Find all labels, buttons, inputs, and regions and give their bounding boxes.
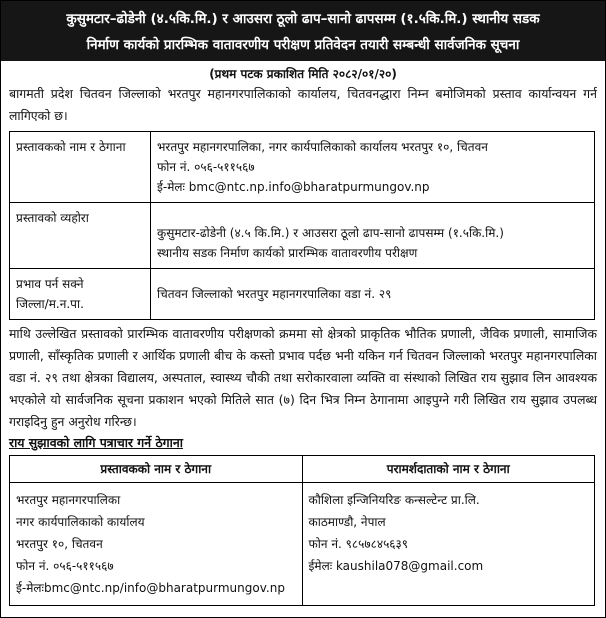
consultant-contact-line: कौशिला इन्जिनियरिङ कन्सल्टेन्ट प्रा.लि. — [308, 493, 480, 507]
consultant-contact-line: काठमाण्डौ, नेपाल — [308, 515, 386, 529]
correspondence-heading-text: राय सुझावको लागि पत्राचार गर्ने ठेगाना — [9, 435, 183, 450]
proponent-contact-line: फोन नं. ०५६-५११५६७ — [16, 559, 114, 573]
publication-date: (प्रथम पटक प्रकाशित मिति २०८२/०१/२०) — [209, 67, 397, 81]
proponent-contact-line: नगर कार्यपालिकाको कार्यालय — [16, 515, 145, 529]
proposal-subject-label: प्रस्तावको व्यहोरा — [10, 203, 151, 269]
proponent-phone: फोन नं. ०५६-५११५६७ — [157, 160, 255, 174]
body-paragraph: माथि उल्लेखित प्रस्तावको प्रारम्भिक वातावरणीय परीक्षणको क्रममा सो क्षेत्रको प्राकृतिक भौतिक प्रणाली, जैविक प्रणाली, सामाजिक प्रणाली, साँस्कृतिक प्रणाली र आर्थिक प्रणाली बीच के कस्तो प्रभाव पर्दछ भनी यकिन गर्न चितवन जिल्लाको भरतपुर महानगरपालिका वडा नं. २९ तथा क्षेत्रका विद्यालय, अस्पताल, स्वास्थ्य चौकी तथा सरोकारवाला व्यक्ति वा संस्थाको लिखित राय सुझाव लिन आवश्यक भएकोले यो सार्वजनिक सूचना प्रकाशन भएको मितिले सात (७) दिन भित्र निम्न ठेगानामा आइपुग्ने गरी लिखित राय सुझाव उपलब्ध गराइदिनु हुन अनुरोध गरिन्छ। — [9, 326, 597, 429]
proponent-contact-email: ई-मेलःbmc@ntc.np/info@bharatpurmungov.np — [16, 581, 285, 595]
proponent-contact — [10, 483, 303, 606]
table-row — [10, 132, 595, 203]
table-row — [10, 203, 595, 269]
proposal-subject-details — [151, 203, 595, 269]
affected-area-label-line-1: प्रभाव पर्न सक्ने — [16, 277, 84, 291]
proponent-contact-line: भरतपुर महानगरपालिका — [16, 493, 121, 507]
consultant-column-header: परामर्शदाताको नाम र ठेगाना — [302, 456, 595, 483]
affected-area-label — [10, 269, 151, 320]
consultant-contact-line: फोन नं. ९८५७८४५६३९ — [308, 537, 409, 551]
affected-area-value: चितवन जिल्लाको भरतपुर महानगरपालिका वडा नं. २९ — [157, 287, 392, 301]
proposal-info-table — [9, 131, 595, 320]
proposal-subject-line-1: कुसुमटार-ढोडेनी (४.५ कि.मि.) र आउसरा ठूलो ढाप-सानो ढापसम्म (१.५कि.मि.) — [157, 226, 504, 240]
intro-paragraph: बागमती प्रदेश चितवन जिल्लाको भरतपुर महानगरपालिकाको कार्यालय, चितवनद्धारा निम्न बमोजिमको प्रस्ताव कार्यान्वयन गर्न लागिएको छ। — [9, 86, 597, 123]
consultant-contact — [302, 483, 595, 606]
table-row — [10, 456, 595, 483]
proponent-address: भरतपुर महानगरपालिका, नगर कार्यपालिकाको कार्यालय भरतपुर १०, चितवन — [157, 140, 488, 154]
affected-area-details — [151, 269, 595, 320]
proponent-label: प्रस्तावकको नाम र ठेगाना — [10, 132, 151, 203]
notice-header — [1, 1, 605, 61]
table-row — [10, 483, 595, 606]
notice-title-line-2: निर्माण कार्यको प्रारम्भिक वातावरणीय परीक्षण प्रतिवेदन तयारी सम्बन्धी सार्वजनिक सूचना — [86, 37, 520, 53]
correspondence-heading — [1, 433, 605, 453]
proposal-subject-line-2: स्थानीय सडक निर्माण कार्यको प्रारम्भिक वातावरणीय परीक्षण — [157, 246, 418, 260]
contacts-table — [9, 455, 595, 606]
proponent-email: ई-मेलः bmc@ntc.np.info@bharatpurmungov.np — [157, 180, 430, 194]
affected-area-label-line-2: जिल्ला/म.न.पा. — [16, 297, 84, 311]
proponent-details — [151, 132, 595, 203]
proponent-column-header: प्रस्तावकको नाम र ठेगाना — [10, 456, 303, 483]
proponent-contact-line: भरतपुर १०, चितवन — [16, 537, 103, 551]
table-row — [10, 269, 595, 320]
consultant-contact-email: ईमेलः kaushila078@gmail.com — [308, 559, 484, 573]
notice-title-line-1: कुसुमटार–ढोडेनी (४.५कि.मि.) र आउसरा ठूलो ढाप–सानो ढापसम्म (१.५कि.मि.) स्थानीय सडक — [66, 11, 540, 27]
